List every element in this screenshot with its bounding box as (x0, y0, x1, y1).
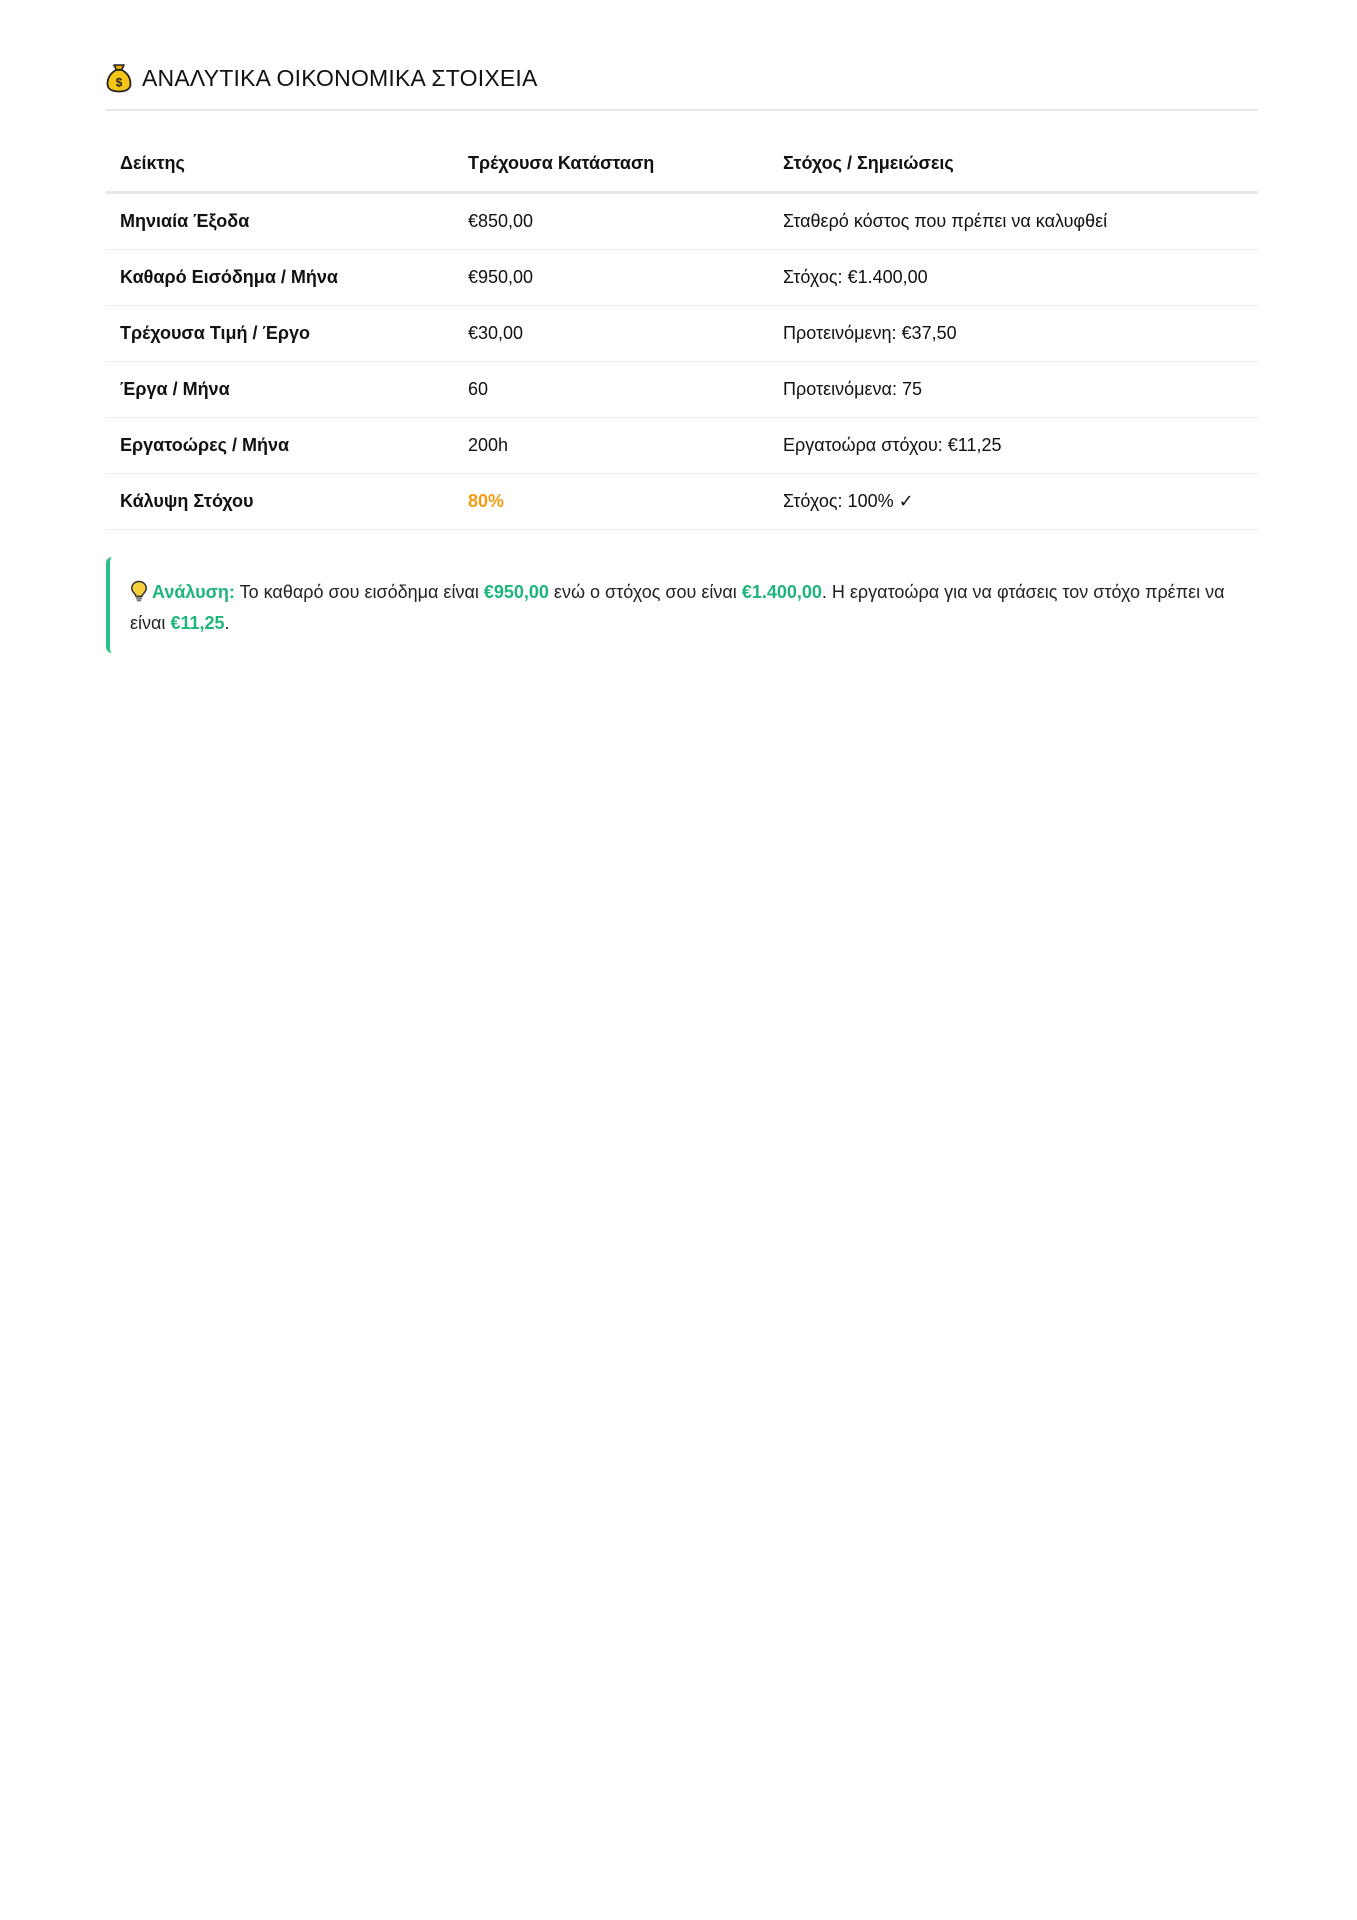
table-row (106, 362, 1258, 418)
row-target: Στόχος: 100% ✓ (769, 474, 1258, 530)
row-current: 60 (454, 362, 769, 418)
row-current: €950,00 (454, 250, 769, 306)
goal-coverage-value: 80% (454, 474, 769, 530)
analysis-text: . (224, 613, 230, 633)
analysis-income: €950,00 (483, 582, 549, 602)
analysis-goal: €1.400,00 (741, 582, 822, 602)
row-target: Στόχος: €1.400,00 (769, 250, 1258, 306)
analysis-text: Το καθαρό σου εισόδημα είναι (234, 582, 484, 602)
heading-divider (106, 109, 1258, 111)
row-metric: Τρέχουσα Τιμή / Έργο (106, 306, 454, 362)
financial-table (106, 135, 1258, 530)
table-row (106, 250, 1258, 306)
table-row (106, 474, 1258, 530)
table-header-row (106, 135, 1258, 193)
table-row (106, 193, 1258, 250)
analysis-rate: €11,25 (170, 613, 225, 633)
svg-text:$: $ (115, 75, 123, 90)
row-target: Σταθερό κόστος που πρέπει να καλυφθεί (769, 193, 1258, 250)
row-current: €30,00 (454, 306, 769, 362)
analysis-text: . Η εργατοώρα για να φτάσεις τον στόχο πρέπει να είναι (130, 582, 1225, 633)
row-target: Προτεινόμενη: €37,50 (769, 306, 1258, 362)
row-metric: Έργα / Μήνα (106, 362, 454, 418)
row-target: Εργατοώρα στόχου: €11,25 (769, 418, 1258, 474)
lightbulb-icon (130, 580, 148, 602)
analysis-callout (106, 557, 1236, 653)
analysis-label: Ανάλυση: (152, 582, 235, 602)
analysis-text: ενώ ο στόχος σου είναι (548, 582, 742, 602)
column-header-target: Στόχος / Σημειώσεις (769, 135, 1258, 193)
row-metric: Εργατοώρες / Μήνα (106, 418, 454, 474)
page-title: ΑΝΑΛΥΤΙΚΑ ΟΙΚΟΝΟΜΙΚΑ ΣΤΟΙΧΕΙΑ (142, 64, 538, 91)
row-metric: Καθαρό Εισόδημα / Μήνα (106, 250, 454, 306)
money-bag-icon (106, 63, 132, 93)
row-metric: Μηνιαία Έξοδα (106, 193, 454, 250)
table-row (106, 418, 1258, 474)
row-current: 200h (454, 418, 769, 474)
section-heading (106, 58, 538, 98)
column-header-metric: Δείκτης (106, 135, 454, 193)
row-target: Προτεινόμενα: 75 (769, 362, 1258, 418)
column-header-current: Τρέχουσα Κατάσταση (454, 135, 769, 193)
table-row (106, 306, 1258, 362)
row-metric: Κάλυψη Στόχου (106, 474, 454, 530)
row-current: €850,00 (454, 193, 769, 250)
